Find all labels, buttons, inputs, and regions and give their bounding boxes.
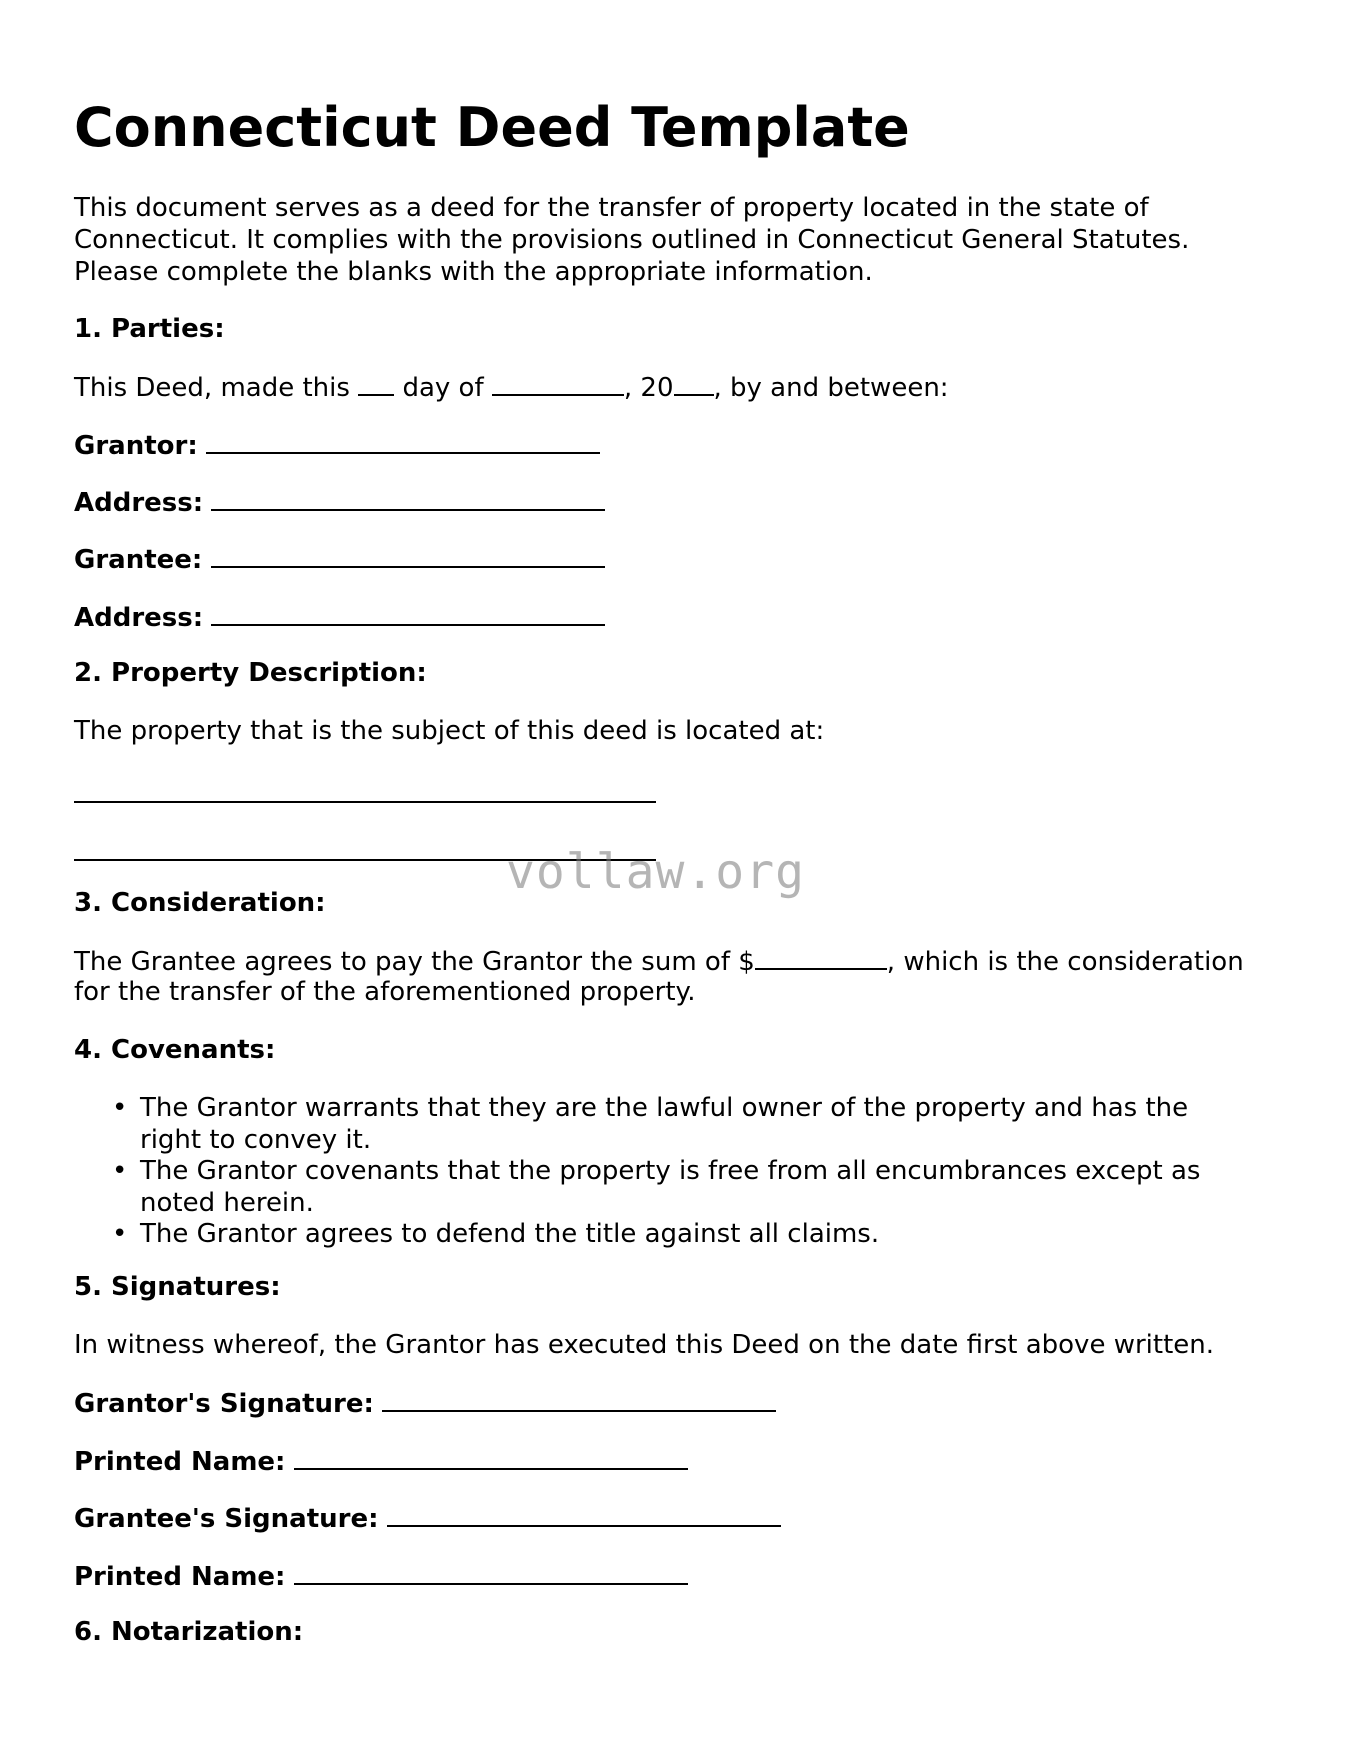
- section-4-heading: 4. Covenants:: [74, 1035, 276, 1065]
- deed-date-text-b: day of: [402, 373, 484, 403]
- intro-line: This document serves as a deed for the transfer of property located in the state of: [74, 193, 1149, 223]
- watermark: vollaw.org: [506, 844, 805, 900]
- list-item: [74, 1219, 1200, 1251]
- intro-paragraph: [74, 192, 1274, 288]
- grantee-printed-name-field: [74, 1559, 688, 1593]
- consideration-text-a: The Grantee agrees to pay the Grantor the sum of $: [74, 947, 755, 977]
- grantor-printed-name-label: Printed Name:: [74, 1447, 286, 1477]
- grantee-signature-field: [74, 1501, 781, 1535]
- section-5-heading: 5. Signatures:: [74, 1272, 281, 1302]
- section-1-heading: 1. Parties:: [74, 314, 225, 344]
- consideration-text-b: , which is the consideration: [886, 947, 1244, 977]
- intro-line: Please complete the blanks with the appropriate information.: [74, 257, 873, 287]
- section-3-heading: 3. Consideration:: [74, 888, 326, 918]
- grantor-signature-label: Grantor's Signature:: [74, 1389, 374, 1419]
- grantor-address-field: [74, 485, 605, 519]
- grantee-blank[interactable]: [211, 542, 605, 568]
- list-item-text: The Grantor covenants that the property is free from all encumbrances except as: [140, 1156, 1201, 1186]
- grantee-address-field: [74, 600, 605, 634]
- grantor-address-blank[interactable]: [211, 485, 605, 511]
- list-item: [74, 1093, 1200, 1125]
- witness-text: In witness whereof, the Grantor has executed this Deed on the date first above written.: [74, 1330, 1215, 1360]
- grantor-printed-name-blank[interactable]: [294, 1444, 688, 1470]
- consideration-line-2: for the transfer of the aforementioned property.: [74, 977, 696, 1007]
- list-item-text: noted herein.: [140, 1187, 314, 1218]
- deed-date-line: [74, 370, 949, 404]
- bullet-icon: •: [112, 1219, 128, 1249]
- section-6-heading: 6. Notarization:: [74, 1617, 304, 1647]
- grantor-blank[interactable]: [206, 428, 600, 454]
- grantee-printed-name-blank[interactable]: [294, 1559, 688, 1585]
- grantor-signature-field: [74, 1386, 776, 1420]
- grantee-label: Grantee:: [74, 545, 203, 575]
- page-title: Connecticut Deed Template: [74, 96, 910, 159]
- grantee-printed-name-label: Printed Name:: [74, 1562, 286, 1592]
- list-item-continuation: [74, 1188, 1200, 1220]
- grantor-signature-blank[interactable]: [382, 1386, 776, 1412]
- bullet-icon: •: [112, 1156, 128, 1186]
- consideration-amount-blank[interactable]: [755, 944, 887, 970]
- year-blank[interactable]: [674, 370, 714, 396]
- bullet-icon: •: [112, 1093, 128, 1123]
- grantee-address-blank[interactable]: [211, 600, 605, 626]
- grantor-field: [74, 428, 600, 462]
- grantor-address-label: Address:: [74, 488, 204, 518]
- intro-line: Connecticut. It complies with the provisions outlined in Connecticut General Statutes.: [74, 225, 1190, 255]
- list-item-text: The Grantor warrants that they are the lawful owner of the property and has the: [140, 1093, 1189, 1123]
- grantee-field: [74, 542, 605, 576]
- deed-date-text-a: This Deed, made this: [74, 373, 350, 403]
- property-address-blank-1[interactable]: [74, 801, 656, 803]
- grantee-signature-blank[interactable]: [387, 1501, 781, 1527]
- section-2-heading: 2. Property Description:: [74, 658, 427, 688]
- consideration-line-1: [74, 944, 1244, 978]
- list-item-continuation: [74, 1125, 1200, 1157]
- list-item-text: The Grantor agrees to defend the title against all claims.: [140, 1219, 880, 1249]
- deed-date-text-d: , by and between:: [713, 373, 949, 403]
- grantee-signature-label: Grantee's Signature:: [74, 1504, 379, 1534]
- covenants-list: [74, 1093, 1200, 1251]
- list-item-text: right to convey it.: [140, 1124, 372, 1155]
- grantor-printed-name-field: [74, 1444, 688, 1478]
- list-item: [74, 1156, 1200, 1188]
- day-blank[interactable]: [358, 370, 394, 396]
- grantee-address-label: Address:: [74, 603, 204, 633]
- deed-date-text-c: , 20: [623, 373, 674, 403]
- property-description-text: The property that is the subject of this deed is located at:: [74, 716, 825, 746]
- month-blank[interactable]: [492, 370, 624, 396]
- grantor-label: Grantor:: [74, 431, 198, 461]
